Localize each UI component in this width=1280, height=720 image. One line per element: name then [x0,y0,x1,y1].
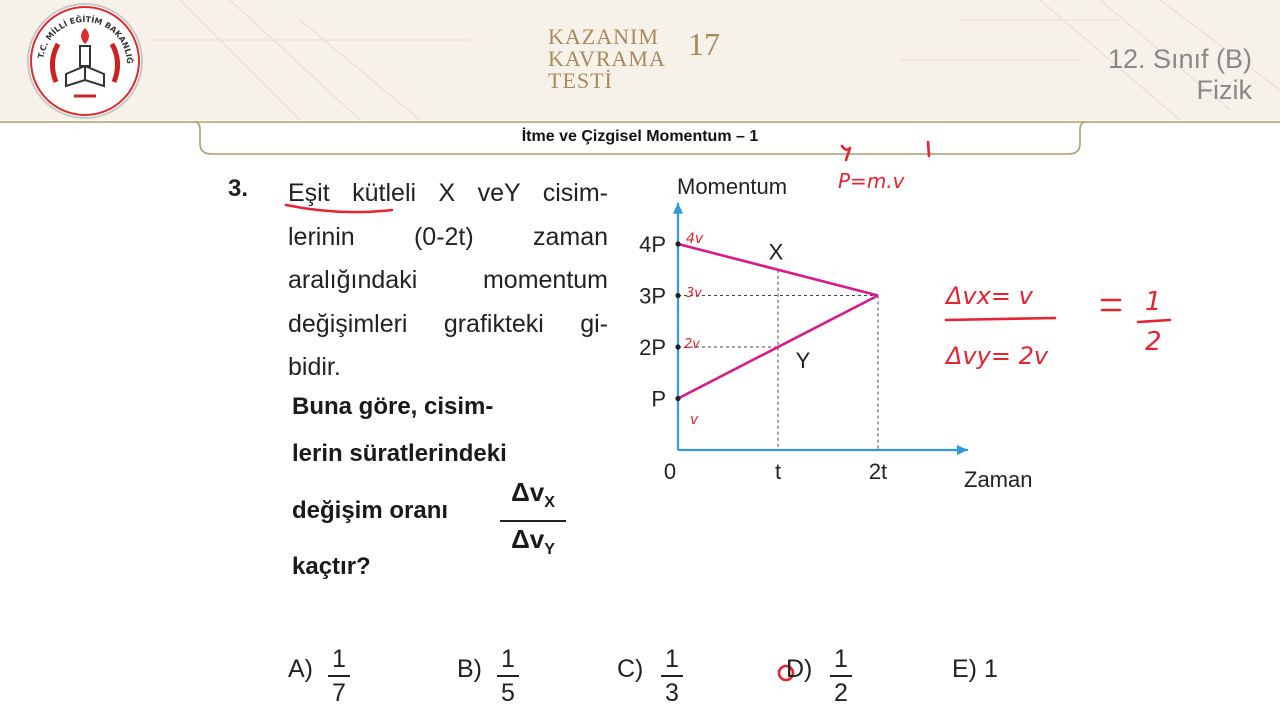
result-den-ink: 2 [1145,327,1162,357]
option-b-num: 1 [501,645,515,673]
subject-label: Fizik [1196,75,1252,106]
ratio-num-sub: X [544,494,555,512]
fraction-bar-ink [946,318,1055,320]
option-d-label: D) [786,655,813,683]
option-b-label: B) [457,655,482,683]
question-line: lerinin (0-2t) zaman [288,222,608,251]
option-d-den: 2 [834,679,848,707]
question-line: Eşit kütleli X veY cisim- [288,179,608,207]
underline-ink [286,205,392,212]
result-num-ink: 1 [1145,287,1162,317]
x-axis-title: Zaman [964,467,1033,492]
mark-3v: 3v [686,286,702,301]
series-label-y: Y [795,347,811,373]
ratio-bottom-ink: Δvy= 2v [946,342,1049,370]
question-line: değişimleri grafikteki gi- [288,309,608,338]
mark-v: v [690,412,699,428]
y-axis-title: Momentum [677,174,788,199]
equals-ink [1102,300,1120,310]
y-tick-label: 3P [639,283,666,309]
option-a-den: 7 [332,679,346,707]
unit-title: İtme ve Çizgisel Momentum – 1 [521,128,759,145]
ratio-num: Δv [511,477,545,507]
series-line-2: KAVRAMA [548,46,666,71]
question-line: aralığındaki momentum [288,266,608,294]
series-label-x: X [768,239,784,265]
option-c-label: C) [617,655,644,683]
option-a-label: A) [288,655,313,683]
arrow-mark-ink [842,146,850,160]
option-c-den: 3 [665,679,679,707]
result-bar-ink [1138,320,1170,322]
mark-2v: 2v [684,337,700,352]
option-c-num: 1 [665,645,679,673]
ratio-top-ink: Δvx= v [946,282,1033,310]
ratio-den-sub: Y [544,541,555,559]
prompt-line: değişim oranı [292,497,449,524]
x-tick-label: 2t [868,459,888,484]
option-d-num: 1 [834,645,848,673]
formula-ink: P=m.v [838,169,905,193]
y-tick-label: 4P [639,232,666,257]
x-tick-label: t [774,459,782,484]
prompt-line: Buna göre, cisim- [292,393,494,420]
question-line: bidir. [288,353,341,381]
prompt-line: kaçtır? [292,553,371,580]
series-line-3: TESTİ [548,68,613,93]
ratio-den: Δv [511,524,545,555]
arrow-mark-ink [928,142,929,156]
option-a-num: 1 [332,645,346,673]
logo-text: T.C. MİLLİ EĞİTİM BAKANLIĞ [36,14,135,65]
option-e-label: E) 1 [952,655,998,683]
option-b-den: 5 [501,679,515,707]
grade-label: 12. Sınıf (B) [1107,44,1252,74]
test-number: 17 [688,26,720,62]
series-line-1: KAZANIM [548,24,659,49]
y-tick-label: 2P [639,335,666,360]
question-number: 3. [228,175,249,202]
prompt-line: lerin süratlerindeki [292,440,507,467]
x-tick-label: 0 [663,459,677,484]
y-tick-label: P [651,386,666,412]
mark-4v: 4v [686,231,704,247]
